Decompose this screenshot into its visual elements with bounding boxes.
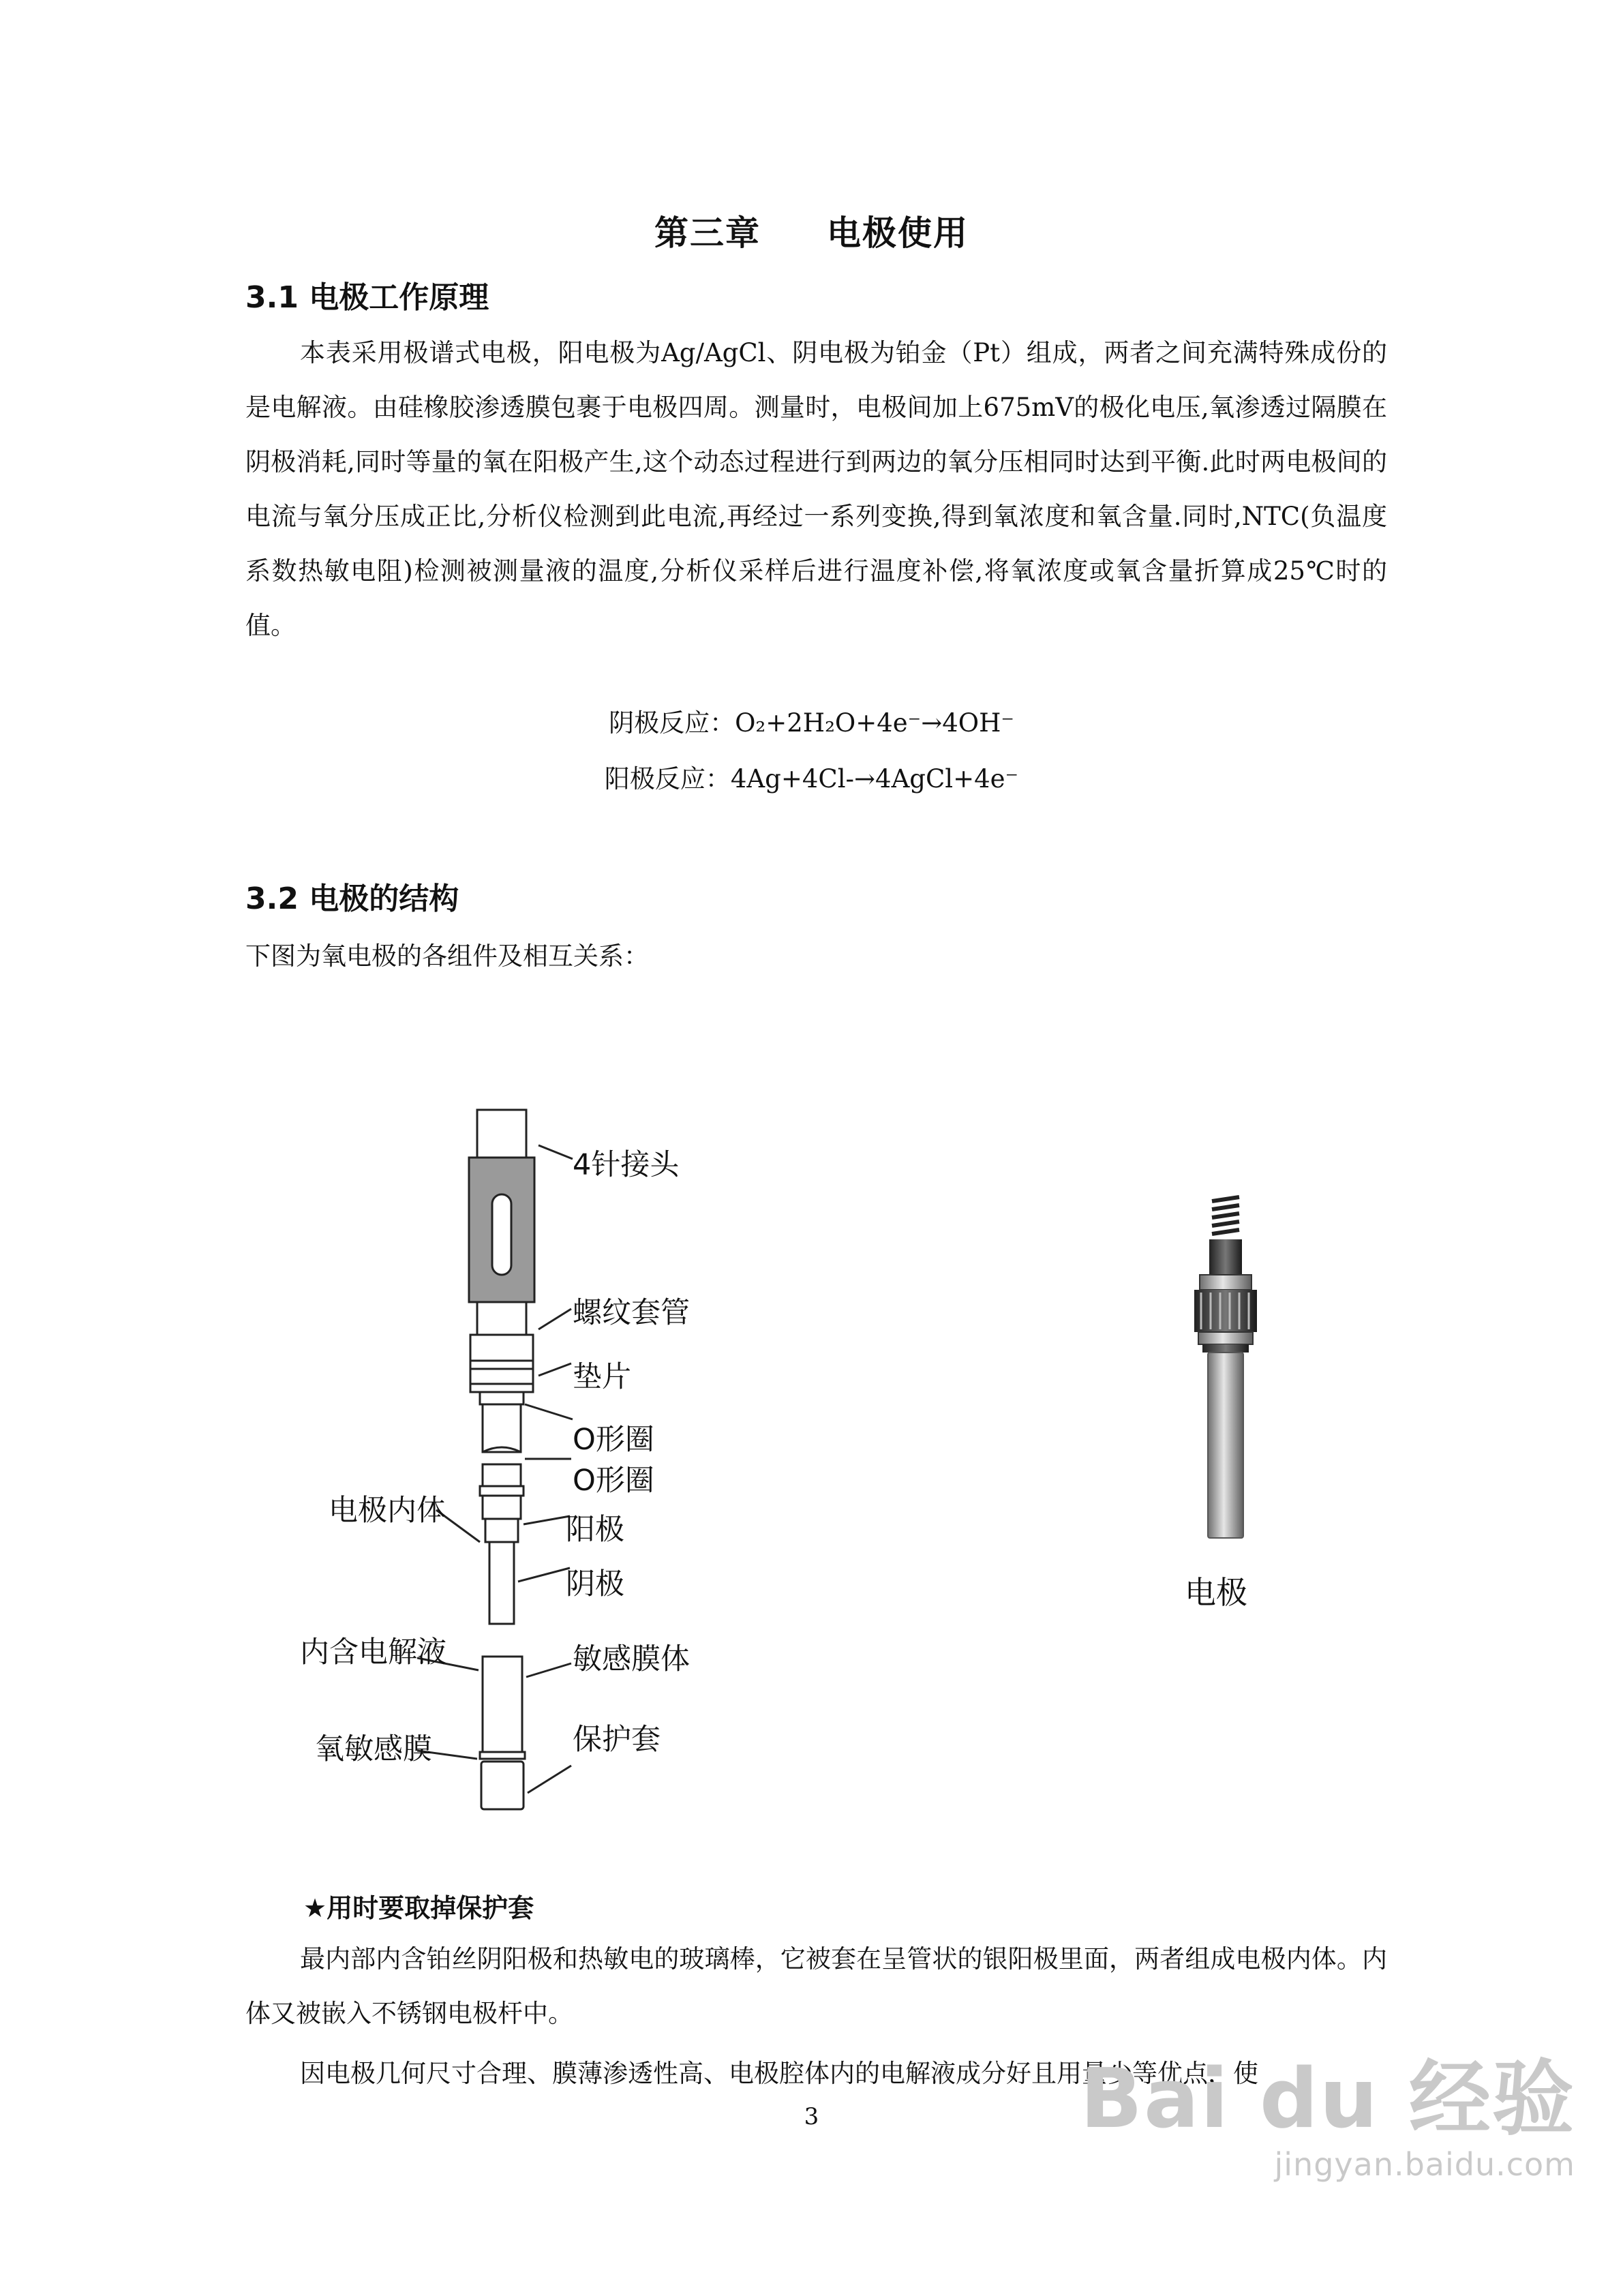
label-cathode: 阴极 xyxy=(566,1567,624,1601)
inner-body-paragraph: 最内部内含铂丝阴阳极和热敏电的玻璃棒，它被套在呈管状的银阳极里面，两者组成电极内体。内体又被嵌入不锈钢电极杆中。 xyxy=(245,1944,1387,2028)
label-4pin-connector: 4针接头 xyxy=(573,1148,680,1182)
o-ring-1 xyxy=(480,1392,524,1404)
label-o-ring-1: O形圈 xyxy=(573,1423,654,1457)
advantages-paragraph: 因电极几何尺寸合理、膜薄渗透性高、电极腔体内的电解液成分好且用量少等优点，使 xyxy=(300,2059,1258,2088)
anode-label: 阳极反应： xyxy=(604,764,731,794)
washer xyxy=(470,1361,533,1392)
cathode xyxy=(489,1542,514,1624)
chapter-title: 第三章 电极使用 xyxy=(654,213,969,253)
label-oxygen-membrane: 氧敏感膜 xyxy=(315,1732,432,1766)
label-washer: 垫片 xyxy=(573,1360,631,1394)
label-electrolyte: 内含电解液 xyxy=(300,1635,446,1670)
membrane-body xyxy=(483,1657,522,1752)
watermark-url: jingyan.baidu.com xyxy=(1274,2146,1575,2183)
threaded-sleeve xyxy=(477,1302,526,1335)
anode xyxy=(485,1519,518,1542)
label-membrane-body: 敏感膜体 xyxy=(573,1642,690,1676)
label-protective-cap: 保护套 xyxy=(573,1723,661,1757)
photo-caption: 电极 xyxy=(1185,1574,1247,1611)
label-anode: 阳极 xyxy=(566,1513,624,1547)
connector-cap xyxy=(477,1110,526,1158)
section-heading-3-2: 3.2 电极的结构 xyxy=(245,881,459,916)
label-threaded-sleeve: 螺纹套管 xyxy=(573,1296,690,1330)
label-o-ring-2: O形圈 xyxy=(573,1464,654,1498)
section-heading-3-1: 3.1 电极工作原理 xyxy=(245,280,489,315)
page-number: 3 xyxy=(804,2103,819,2130)
anode-equation: 4Ag+4Cl-→4AgCl+4e⁻ xyxy=(730,764,1019,794)
connector-slot xyxy=(492,1194,511,1275)
o-ring-2 xyxy=(480,1486,524,1496)
baidu-watermark xyxy=(1080,2052,1575,2183)
usage-note: ★用时要取掉保护套 xyxy=(303,1893,534,1923)
electrode-photo xyxy=(1159,1186,1295,1568)
cathode-equation: O₂+2H₂O+4e⁻→4OH⁻ xyxy=(735,708,1014,738)
structure-intro: 下图为氧电极的各组件及相互关系： xyxy=(245,941,649,971)
cathode-label: 阴极反应： xyxy=(609,708,735,738)
principle-paragraph: 本表采用极谱式电极，阳电极为Ag/AgCl、阴电极为铂金（Pt）组成，两者之间充满特殊成份的是电解液。由硅橡胶渗透膜包裹于电极四周。测量时，电极间加上675mV的极化电压,氧渗透过隔膜在阴极消耗,同时等量的氧在阳极产生,这个动态过程进行到两边的氧分压相同时达到平衡.此时两电极间的电流与氧分压成正比,分析仪检测到此电流,再经过一系列变换,得到氧浓度和氧含量.同时,NTC(负温度系数热敏电阻)检测被测量液的温度,分析仪采样后进行温度补偿,将氧浓度或氧含量折算成25℃时的值。 xyxy=(245,338,1387,640)
watermark-brand: Bai du 经验 xyxy=(1080,2052,1575,2147)
protective-cap xyxy=(481,1762,524,1809)
label-inner-body: 电极内体 xyxy=(329,1494,446,1528)
